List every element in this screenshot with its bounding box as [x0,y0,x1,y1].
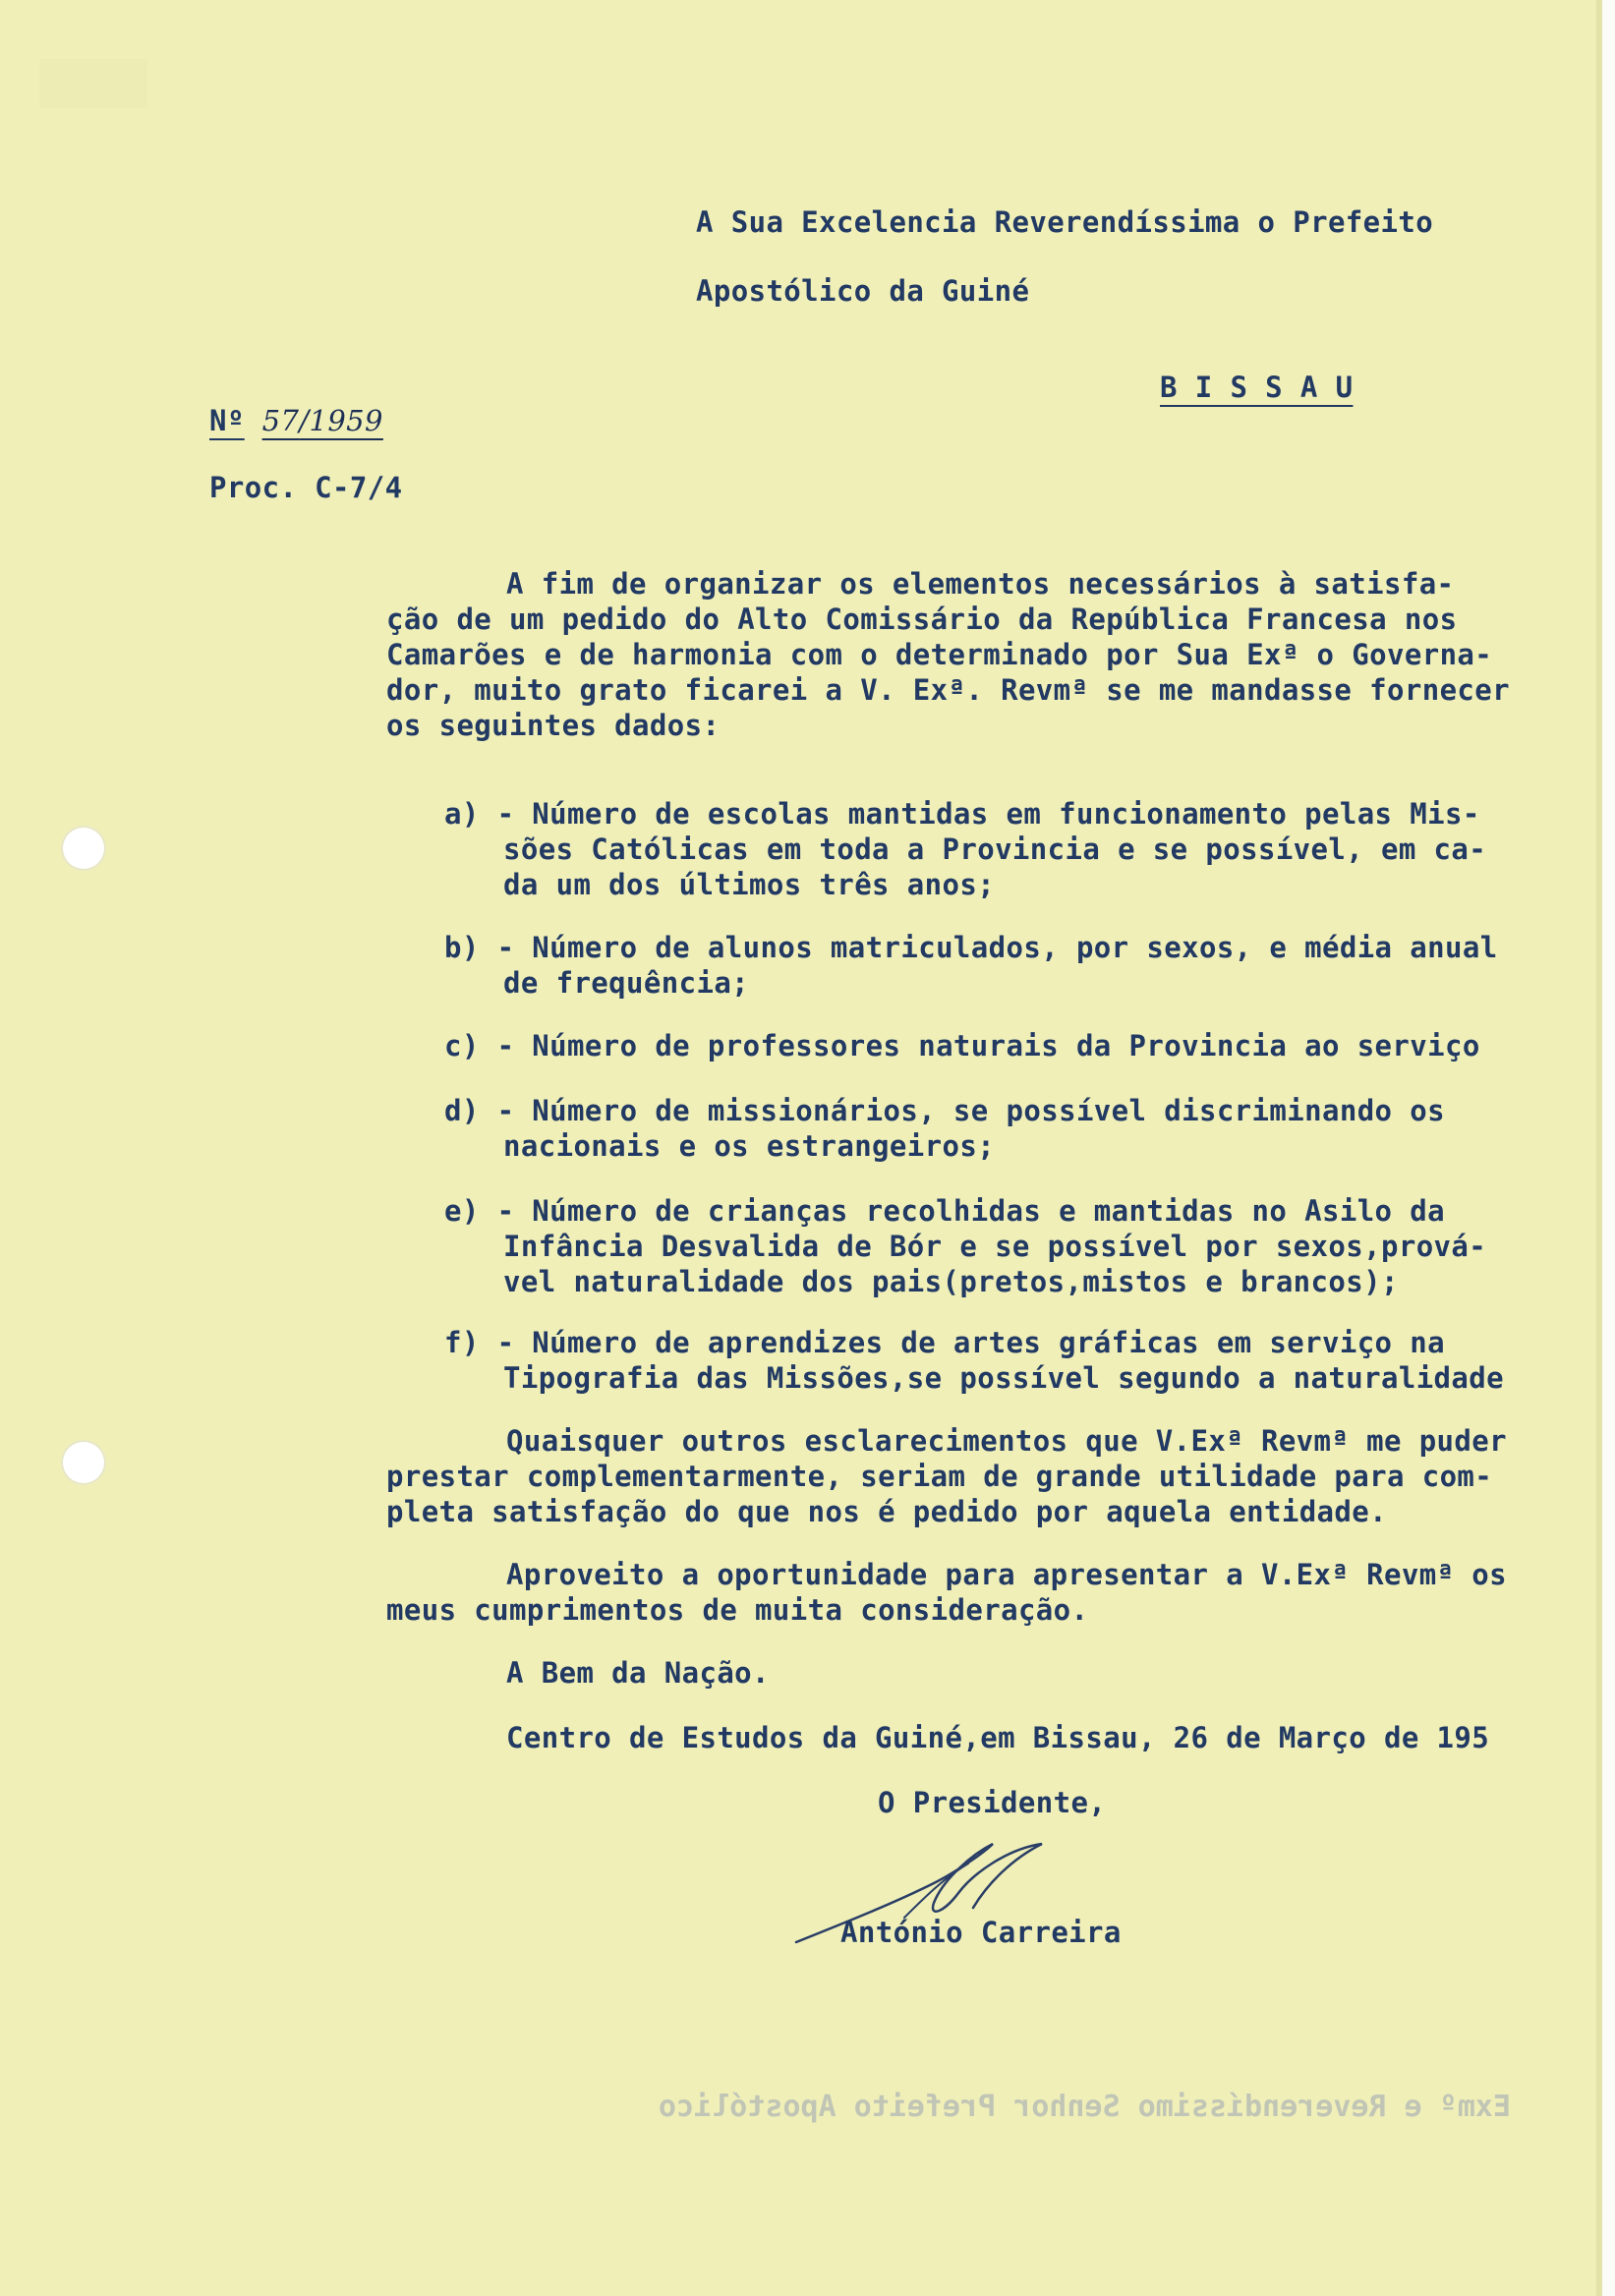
paragraph-line: pleta satisfação do que nos é pedido por aquela entidade. [386,1495,1387,1528]
punch-hole-top [61,826,106,871]
destination-place: B I S S A U [1160,371,1354,404]
signatory-name: António Carreira [840,1916,1122,1949]
punch-hole-bottom [61,1440,106,1485]
list-item-b-cont: de frequência; [503,966,750,1000]
ref-year: /1959 [299,404,383,437]
recipient-line-2: Apostólico da Guiné [696,274,1030,308]
list-item-d: d) - Número de missionários, se possível discriminando os [444,1094,1445,1127]
intro-line: Camarões e de harmonia com o determinado por Sua Exª o Governa- [386,638,1493,671]
ref-handwritten-number: 57 [261,404,300,437]
signoff: O Presidente, [878,1786,1107,1819]
intro-line: ção de um pedido do Alto Comissário da República Francesa nos [386,603,1458,636]
list-item-e-cont: vel naturalidade dos pais(pretos,mistos e brancos); [503,1265,1399,1298]
recipient-line-1: A Sua Excelencia Reverendíssima o Prefeito [696,205,1434,239]
list-item-d-cont: nacionais e os estrangeiros; [503,1129,996,1163]
list-item-a: a) - Número de escolas mantidas em funcionamento pelas Mis- [444,797,1480,831]
reverse-side-bleed-through: Exmº e Reverendíssimo Senhor Prefeito Apostólico [659,2090,1511,2124]
list-item-a-cont: da um dos últimos três anos; [503,868,996,901]
intro-line: dor, muito grato ficarei a V. Exª. Revmª se me mandasse fornecer [386,673,1511,707]
closing-salutation: A Bem da Nação. [506,1656,770,1690]
paragraph-line: Quaisquer outros esclarecimentos que V.Exª Revmª me puder [506,1424,1507,1458]
list-item-c: c) - Número de professores naturais da Provincia ao serviço [444,1029,1480,1062]
list-item-f: f) - Número de aprendizes de artes gráficas em serviço na [444,1326,1445,1359]
paragraph-line: Aproveito a oportunidade para apresentar a V.Exª Revmª os [506,1558,1507,1591]
process-reference: Proc. C-7/4 [209,471,403,504]
dateline: Centro de Estudos da Guiné,em Bissau, 26 de Março de 195 [506,1721,1490,1754]
paragraph-line: meus cumprimentos de muita consideração. [386,1593,1089,1627]
paragraph-line: prestar complementarmente, seriam de grande utilidade para com- [386,1460,1493,1493]
paper-stain [39,59,147,108]
intro-line: os seguintes dados: [386,709,721,742]
list-item-f-cont: Tipografia das Missões,se possível segundo a naturalidade [503,1361,1504,1395]
reference-number [209,403,383,438]
intro-line: A fim de organizar os elementos necessários à satisfa- [506,567,1455,601]
list-item-a-cont: sões Católicas em toda a Provincia e se possível, em ca- [503,832,1487,866]
list-item-b: b) - Número de alunos matriculados, por sexos, e média anual [444,931,1498,964]
list-item-e: e) - Número de crianças recolhidas e mantidas no Asilo da [444,1194,1445,1228]
list-item-e-cont: Infância Desvalida de Bór e se possível por sexos,prová- [503,1230,1487,1263]
ref-prefix: Nº [209,404,245,437]
